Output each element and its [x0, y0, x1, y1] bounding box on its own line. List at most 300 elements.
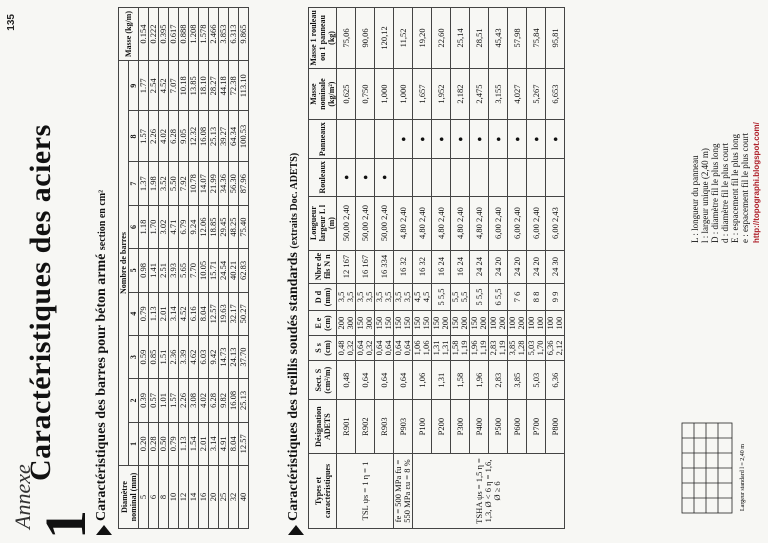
mesh-cell-mr: 28,51	[470, 8, 489, 69]
mesh-cell-L: 4,80 2,40	[470, 196, 489, 250]
mesh-col-header: S s (cm)	[309, 335, 337, 360]
table-row	[356, 8, 375, 529]
section-cell: 12.32	[189, 111, 199, 162]
mesh-cell-roul	[432, 159, 451, 196]
section-cell: 18.10	[199, 61, 209, 111]
section-cell: 3.14	[169, 292, 179, 335]
mesh-cell-S: 1,31	[432, 361, 451, 400]
mesh-col-header: Masse 1 rouleau ou 1 panneau (kg)	[309, 8, 337, 69]
mesh-cell-roul	[508, 159, 527, 196]
mesh-cell-pan	[337, 120, 356, 159]
section-cell: 2.01	[199, 422, 209, 465]
section-cell: 0.50	[159, 422, 169, 465]
mesh-cell-pan: ●	[470, 120, 489, 159]
mesh-cell-mn: 5,267	[527, 68, 546, 119]
table-row	[219, 8, 229, 529]
table-row	[199, 8, 209, 529]
diameter-cell: 32	[229, 466, 239, 529]
section-2-subtitle: (extraits Doc. ADETS)	[289, 152, 300, 249]
section-cell: 7.92	[179, 162, 189, 205]
mesh-cell-d: 7 6	[508, 283, 527, 311]
mesh-cell-mr: 57,98	[508, 8, 527, 69]
mass-cell: 3.853	[219, 8, 229, 61]
mesh-cell-des: P400	[470, 400, 489, 454]
mesh-cell-e: 150 200	[432, 311, 451, 335]
table-row	[413, 8, 432, 529]
mass-cell: 1.208	[189, 8, 199, 61]
mesh-cell-mn: 1,000	[375, 68, 394, 119]
mass-cell: 1.578	[199, 8, 209, 61]
mesh-cell-pan: ●	[489, 120, 508, 159]
mesh-cell-roul	[489, 159, 508, 196]
section-cell: 1.37	[139, 162, 149, 205]
diameter-cell: 16	[199, 466, 209, 529]
legend-item: D : diamètre fil le plus long	[710, 143, 720, 243]
mesh-cell-des: R902	[356, 400, 375, 454]
section-cell: 3.08	[189, 379, 199, 422]
mesh-cell-n: 16 24	[451, 250, 470, 283]
mesh-cell-mr: 25,14	[451, 8, 470, 69]
mesh-cell-L: 50,00 2,40	[337, 196, 356, 250]
mass-cell: 0.222	[149, 8, 159, 61]
mesh-cell-n: 24 30	[546, 250, 565, 283]
mesh-cell-mr: 120,12	[375, 8, 394, 69]
section-cell: 3.02	[159, 205, 169, 248]
mesh-cell-des: P300	[451, 400, 470, 454]
mesh-cell-n: 16 24	[432, 250, 451, 283]
bars-count-header: 5	[129, 249, 139, 292]
mesh-cell-s: 0,64 0,64	[394, 335, 413, 360]
mesh-cell-n: 24 24	[470, 250, 489, 283]
mesh-cell-des: P700	[527, 400, 546, 454]
mesh-cell-mn: 0,750	[356, 68, 375, 119]
section-2-title-text: Caractéristiques des treillis soudés standards	[286, 252, 301, 521]
diameter-cell: 40	[239, 466, 249, 529]
section-cell: 2.36	[169, 335, 179, 378]
mesh-cell-des: P903	[394, 400, 413, 454]
mesh-cell-d: 5 5,5	[432, 283, 451, 311]
section-cell: 4.02	[199, 379, 209, 422]
section-cell: 32.17	[229, 292, 239, 335]
section-cell: 4.62	[189, 335, 199, 378]
mesh-cell-e: 100 100	[527, 311, 546, 335]
bars-count-header: 3	[129, 335, 139, 378]
mesh-cell-e: 150 150	[375, 311, 394, 335]
mesh-cell-mn: 6,653	[546, 68, 565, 119]
section-cell: 48.25	[229, 205, 239, 248]
mesh-col-header: Nbre de fils N n	[309, 250, 337, 283]
section-cell: 25.13	[239, 379, 249, 422]
section-cell: 2.54	[149, 61, 159, 111]
type-cell: TSHA ψs = 1,5 η = 1,3, Ø < 6 η = 1,6, Ø ≥ 6	[413, 454, 565, 529]
type-cell: fe = 500 MPa fu = 550 MPa εu = 8 %	[394, 454, 413, 529]
section-cell: 7.07	[169, 61, 179, 111]
section-cell: 18.85	[209, 205, 219, 248]
diameter-cell: 20	[209, 466, 219, 529]
mesh-cell-des: R903	[375, 400, 394, 454]
section-cell: 62.83	[239, 249, 249, 292]
mesh-cell-S: 2,83	[489, 361, 508, 400]
mesh-cell-d: 4,5 4,5	[413, 283, 432, 311]
table-row	[229, 8, 239, 529]
section-1-title	[94, 190, 110, 521]
section-cell: 1.41	[149, 249, 159, 292]
diameter-cell: 6	[149, 466, 159, 529]
table-row	[239, 8, 249, 529]
section-cell: 2.51	[159, 249, 169, 292]
mesh-cell-d: 3,5 3,5	[337, 283, 356, 311]
mesh-cell-d: 5 5,5	[470, 283, 489, 311]
mesh-cell-pan: ●	[546, 120, 565, 159]
mesh-cell-e: 150 200	[470, 311, 489, 335]
table-row	[375, 8, 394, 529]
table-row	[470, 8, 489, 529]
mesh-cell-L: 4,80 2,40	[451, 196, 470, 250]
diameter-cell: 12	[179, 466, 189, 529]
mass-cell: 0.154	[139, 8, 149, 61]
mesh-cell-des: P600	[508, 400, 527, 454]
mesh-body	[337, 8, 565, 529]
mesh-cell-n: 16 334	[375, 250, 394, 283]
diameter-cell: 25	[219, 466, 229, 529]
mesh-cell-des: P800	[546, 400, 565, 454]
mesh-cell-s: 5,03 1,70	[527, 335, 546, 360]
mesh-cell-e: 150 300	[356, 311, 375, 335]
mesh-col-header: E e (cm)	[309, 311, 337, 335]
table-row	[527, 8, 546, 529]
mesh-cell-mr: 95,81	[546, 8, 565, 69]
mesh-cell-s: 1,31 1,31	[432, 335, 451, 360]
mesh-cell-L: 6,00 2,40	[508, 196, 527, 250]
section-cell: 34.36	[219, 162, 229, 205]
mesh-cell-roul: ●	[337, 159, 356, 196]
table-row	[149, 8, 159, 529]
mesh-cell-pan: ●	[413, 120, 432, 159]
mesh-cell-mn: 0,625	[337, 68, 356, 119]
section-cell: 7.70	[189, 249, 199, 292]
section-cell: 3.52	[159, 162, 169, 205]
section-cell: 100.53	[239, 111, 249, 162]
mesh-cell-S: 1,58	[451, 361, 470, 400]
mesh-cell-S: 0,48	[337, 361, 356, 400]
section-cell: 2.26	[149, 111, 159, 162]
section-cell: 12.06	[199, 205, 209, 248]
legend-item: d : diamètre fil le plus court	[720, 143, 730, 243]
section-cell: 1.18	[139, 205, 149, 248]
mesh-cell-d: 6 5,5	[489, 283, 508, 311]
mesh-cell-S: 0,64	[375, 361, 394, 400]
section-cell: 6.28	[169, 111, 179, 162]
section-cell: 9.42	[209, 335, 219, 378]
section-cell: 1.98	[149, 162, 159, 205]
section-cell: 6.16	[189, 292, 199, 335]
mesh-cell-n: 24 20	[508, 250, 527, 283]
mesh-cell-L: 50,00 2,40	[375, 196, 394, 250]
section-cell: 15.71	[209, 249, 219, 292]
section-cell: 16.08	[199, 111, 209, 162]
mesh-cell-s: 0,64 0,64	[375, 335, 394, 360]
mesh-cell-L: 50,00 2,40	[356, 196, 375, 250]
mass-cell: 6.313	[229, 8, 239, 61]
section-cell: 24.54	[219, 249, 229, 292]
mesh-cell-e: 200 300	[337, 311, 356, 335]
section-cell: 16.08	[229, 379, 239, 422]
section-cell: 4.02	[159, 111, 169, 162]
section-cell: 1.57	[169, 379, 179, 422]
table-row	[508, 8, 527, 529]
mesh-cell-pan: ●	[451, 120, 470, 159]
section-1-title-text: Caractéristiques des barres pour béton armé	[94, 253, 109, 521]
table-row	[139, 8, 149, 529]
section-cell: 1.77	[139, 61, 149, 111]
legend	[690, 133, 750, 243]
section-cell: 5.50	[169, 162, 179, 205]
table-row	[489, 8, 508, 529]
section-cell: 5.65	[179, 249, 189, 292]
section-cell: 39.27	[219, 111, 229, 162]
mesh-cell-des: P100	[413, 400, 432, 454]
mesh-cell-e: 100 200	[508, 311, 527, 335]
mesh-cell-d: 3,5 3,5	[394, 283, 413, 311]
legend-item: L : longueur du panneau	[690, 155, 700, 243]
section-cell: 4.52	[159, 61, 169, 111]
section-cell: 4.91	[219, 422, 229, 465]
mesh-cell-mr: 75,84	[527, 8, 546, 69]
section-cell: 6.28	[209, 379, 219, 422]
mesh-cell-roul	[413, 159, 432, 196]
legend-item: E : espacement fil le plus long	[730, 134, 740, 243]
mesh-cell-pan	[356, 120, 375, 159]
section-cell: 1.13	[179, 422, 189, 465]
mass-cell: 0.617	[169, 8, 179, 61]
section-cell: 9.82	[219, 379, 229, 422]
mesh-cell-s: 1,96 1,19	[470, 335, 489, 360]
mesh-cell-roul	[546, 159, 565, 196]
bars-count-header: 2	[129, 379, 139, 422]
mass-cell: 2.466	[209, 8, 219, 61]
mesh-cell-pan: ●	[508, 120, 527, 159]
mesh-cell-s: 1,06 1,06	[413, 335, 432, 360]
mesh-cell-d: 3,5 3,5	[356, 283, 375, 311]
source-url: http://topographi.blogspot.com/	[752, 122, 761, 243]
type-cell: TSL ψs = 1 η = 1	[337, 454, 394, 529]
mesh-cell-n: 12 167	[337, 250, 356, 283]
mesh-cell-S: 0,64	[394, 361, 413, 400]
mesh-cell-L: 4,80 2,40	[432, 196, 451, 250]
mesh-cell-L: 6,00 2,43	[546, 196, 565, 250]
bars-col-diam: Diamètre nominal (mm)	[119, 466, 139, 529]
table-row	[209, 8, 219, 529]
table-row	[451, 8, 470, 529]
section-cell: 113.10	[239, 61, 249, 111]
section-cell: 14.07	[199, 162, 209, 205]
mesh-cell-S: 6,36	[546, 361, 565, 400]
mesh-cell-L: 4,80 2,40	[394, 196, 413, 250]
bars-col-mass: Masse (kg/m)	[119, 8, 139, 61]
section-cell: 0.57	[149, 379, 159, 422]
table-row	[169, 8, 179, 529]
section-cell: 0.59	[139, 335, 149, 378]
mesh-cell-mn: 4,027	[508, 68, 527, 119]
mesh-cell-s: 0,64 0,32	[356, 335, 375, 360]
table-row	[337, 8, 356, 529]
mesh-cell-des: P500	[489, 400, 508, 454]
mesh-table	[308, 7, 565, 529]
mesh-cell-mr: 90,06	[356, 8, 375, 69]
section-cell: 56.30	[229, 162, 239, 205]
mesh-col-header: D d (mm)	[309, 283, 337, 311]
section-cell: 3.14	[209, 422, 219, 465]
section-cell: 75.40	[239, 205, 249, 248]
section-cell: 1.57	[139, 111, 149, 162]
section-cell: 0.85	[149, 335, 159, 378]
section-cell: 1.51	[159, 335, 169, 378]
section-cell: 0.20	[139, 422, 149, 465]
mesh-cell-roul	[527, 159, 546, 196]
legend-item: l : largeur unique (2,40 m)	[700, 148, 710, 243]
mesh-cell-d: 3,5 3,5	[375, 283, 394, 311]
mesh-col-header: Sect. S (cm²/m)	[309, 361, 337, 400]
mesh-cell-mn: 1,000	[394, 68, 413, 119]
mesh-cell-roul	[394, 159, 413, 196]
section-cell: 0.39	[139, 379, 149, 422]
bars-count-header: 1	[129, 422, 139, 465]
annexe-label: Annexe	[10, 464, 35, 529]
page-number: 135	[6, 14, 17, 31]
bars-table	[118, 7, 249, 529]
bars-count-header: 6	[129, 205, 139, 248]
section-2-marker	[288, 525, 304, 535]
section-cell: 10.78	[189, 162, 199, 205]
mesh-cell-n: 24 20	[527, 250, 546, 283]
section-cell: 1.70	[149, 205, 159, 248]
section-cell: 29.45	[219, 205, 229, 248]
diameter-cell: 10	[169, 466, 179, 529]
table-row	[159, 8, 169, 529]
section-cell: 21.99	[209, 162, 219, 205]
mesh-header-row	[309, 8, 337, 529]
mesh-cell-n: 24 20	[489, 250, 508, 283]
section-1-subtitle: section en cm²	[97, 189, 108, 251]
bars-number-row	[129, 8, 139, 529]
mesh-cell-S: 0,64	[356, 361, 375, 400]
mesh-cell-s: 3,85 1,28	[508, 335, 527, 360]
section-1-marker	[96, 525, 112, 535]
bars-body	[139, 8, 249, 529]
mesh-cell-e: 150 150	[394, 311, 413, 335]
section-cell: 2.01	[159, 292, 169, 335]
section-cell: 37.70	[239, 335, 249, 378]
section-cell: 0.28	[149, 422, 159, 465]
mesh-cell-roul	[470, 159, 489, 196]
mesh-cell-mn: 1,952	[432, 68, 451, 119]
mesh-cell-pan: ●	[432, 120, 451, 159]
mesh-cell-e: 100 100	[546, 311, 565, 335]
legend-item: e : espacement fil le plus court	[740, 133, 750, 243]
section-cell: 44.18	[219, 61, 229, 111]
mesh-cell-mr: 75,06	[337, 8, 356, 69]
mesh-cell-mn: 3,155	[489, 68, 508, 119]
section-cell: 8.04	[229, 422, 239, 465]
mesh-cell-pan: ●	[394, 120, 413, 159]
table-row	[189, 8, 199, 529]
section-cell: 8.04	[199, 292, 209, 335]
mesh-cell-d: 5,5 5,5	[451, 283, 470, 311]
section-cell: 25.13	[209, 111, 219, 162]
bars-count-header: 9	[129, 61, 139, 111]
mesh-cell-s: 0,48 0,32	[337, 335, 356, 360]
mesh-cell-L: 6,00 2,40	[489, 196, 508, 250]
section-cell: 0.79	[169, 422, 179, 465]
mesh-cell-mr: 19,20	[413, 8, 432, 69]
section-cell: 1.13	[149, 292, 159, 335]
mesh-cell-pan	[375, 120, 394, 159]
mesh-cell-L: 4,80 2,40	[413, 196, 432, 250]
mesh-cell-s: 2,83 1,19	[489, 335, 508, 360]
mesh-col-header: Rouleaux	[309, 159, 337, 196]
diagram-caption: Largeur standard l = 2,40 m	[740, 444, 746, 511]
page-title: Caractéristiques des aciers	[24, 124, 57, 481]
mesh-cell-e: 100 200	[489, 311, 508, 335]
mesh-cell-e: 150 150	[413, 311, 432, 335]
mass-cell: 9.865	[239, 8, 249, 61]
mesh-cell-mn: 2,182	[451, 68, 470, 119]
mesh-cell-S: 1,96	[470, 361, 489, 400]
mesh-cell-n: 16 167	[356, 250, 375, 283]
mesh-col-header: Masse nominale (kg/m²)	[309, 68, 337, 119]
mesh-cell-S: 3,85	[508, 361, 527, 400]
section-2-title	[286, 153, 302, 521]
section-cell: 13.85	[189, 61, 199, 111]
table-row	[179, 8, 189, 529]
mesh-cell-mr: 45,43	[489, 8, 508, 69]
mesh-col-header: Types et caractéristiques	[309, 454, 337, 529]
section-cell: 28.27	[209, 61, 219, 111]
section-cell: 50.27	[239, 292, 249, 335]
section-cell: 1.54	[189, 422, 199, 465]
mesh-cell-S: 5,03	[527, 361, 546, 400]
mesh-cell-d: 8 8	[527, 283, 546, 311]
section-cell: 4.52	[179, 292, 189, 335]
mesh-cell-L: 6,00 2,40	[527, 196, 546, 250]
section-cell: 0.98	[139, 249, 149, 292]
mesh-col-header: Désignation ADETS	[309, 400, 337, 454]
mesh-cell-roul: ●	[375, 159, 394, 196]
mesh-cell-des: R901	[337, 400, 356, 454]
section-cell: 10.18	[179, 61, 189, 111]
bars-count-header: 4	[129, 292, 139, 335]
annexe-number: 1	[33, 510, 98, 539]
mesh-cell-S: 1,06	[413, 361, 432, 400]
diameter-cell: 5	[139, 466, 149, 529]
mesh-cell-mr: 11,52	[394, 8, 413, 69]
mesh-cell-pan: ●	[527, 120, 546, 159]
mesh-cell-mn: 1,657	[413, 68, 432, 119]
table-row	[546, 8, 565, 529]
section-cell: 19.63	[219, 292, 229, 335]
mass-cell: 0.395	[159, 8, 169, 61]
mesh-cell-mn: 2,475	[470, 68, 489, 119]
section-cell: 0.79	[139, 292, 149, 335]
section-cell: 9.24	[189, 205, 199, 248]
mesh-cell-roul: ●	[356, 159, 375, 196]
section-cell: 2.26	[179, 379, 189, 422]
section-cell: 14.73	[219, 335, 229, 378]
section-cell: 1.01	[159, 379, 169, 422]
diameter-cell: 14	[189, 466, 199, 529]
mesh-cell-des: P200	[432, 400, 451, 454]
section-cell: 24.13	[229, 335, 239, 378]
